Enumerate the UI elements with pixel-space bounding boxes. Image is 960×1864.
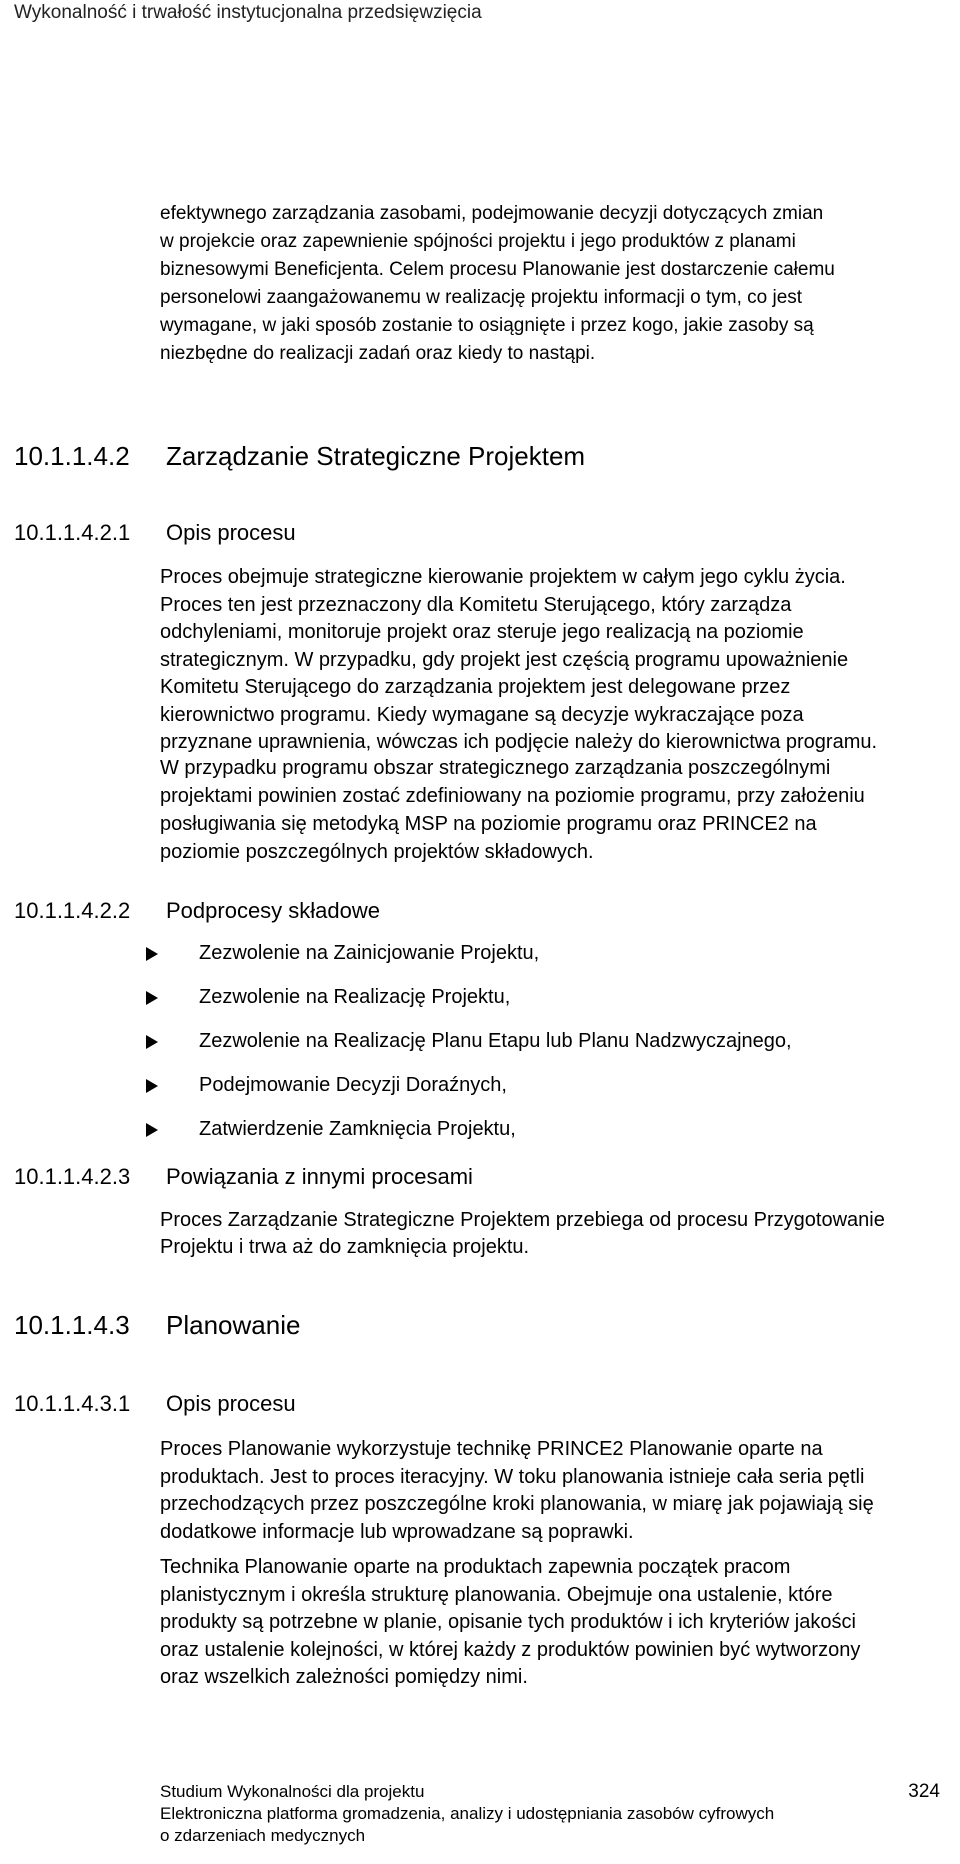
subsection-number: 10.1.1.4.2.1 xyxy=(14,520,131,545)
text-line: dodatkowe informacje lub wprowadzane są poprawki. xyxy=(160,1520,634,1543)
subsection-title: Opis procesu xyxy=(166,1391,296,1416)
list-item: Podejmowanie Decyzji Doraźnych, xyxy=(146,1071,792,1115)
triangle-bullet-icon xyxy=(146,947,158,961)
planning-description-paragraph-2 xyxy=(160,1554,860,1692)
text-line: personelowi zaangażowanemu w realizację projektu informacji o tym, co jest xyxy=(160,287,803,308)
text-line: Proces ten jest przeznaczony dla Komitetu Sterującego, który zarządza xyxy=(160,593,792,616)
text-line: Projektu i trwa aż do zamknięcia projektu. xyxy=(160,1236,530,1258)
text-line: oraz wszelkich zależności pomiędzy nimi. xyxy=(160,1666,528,1688)
footer-line: o zdarzeniach medycznych xyxy=(160,1826,366,1845)
list-item: Zatwierdzenie Zamknięcia Projektu, xyxy=(146,1115,792,1159)
text-line: Proces obejmuje strategiczne kierowanie projektem w całym jego cyklu życia. xyxy=(160,566,846,588)
intro-paragraph xyxy=(160,200,835,368)
text-line: oraz ustalenie kolejności, w której każdy z produktów powinien być wytworzony xyxy=(160,1638,861,1661)
text-line: przechodzących przez poszczególne kroki planowania, w miarę jak pojawiają się xyxy=(160,1493,874,1515)
text-line: strategicznym. W przypadku, gdy projekt jest częścią programu upoważnienie xyxy=(160,648,849,671)
text-line: W przypadku programu obszar strategicznego zarządzania poszczególnymi xyxy=(160,757,831,779)
section-title: Planowanie xyxy=(166,1310,301,1340)
text-line: przyznane uprawnienia, wówczas ich podjęcie należy do kierownictwa programu. xyxy=(160,731,878,753)
relations-paragraph xyxy=(160,1207,885,1261)
text-line: kierownictwo programu. Kiedy wymagane są decyzje wykraczające poza xyxy=(160,703,804,726)
text-line: posługiwania się metodyką MSP na poziomie programu oraz PRINCE2 na xyxy=(160,813,817,835)
subsection-title: Podprocesy składowe xyxy=(166,898,381,923)
subsection-number: 10.1.1.4.2.3 xyxy=(14,1164,131,1189)
text-line: produkty są potrzebne w planie, opisanie tych produktów i ich kryteriów jakości xyxy=(160,1611,856,1633)
text-line: wymagane, w jaki sposób zostanie to osiągnięte i przez kogo, jakie zasoby są xyxy=(160,315,814,336)
subprocesses-list xyxy=(146,939,792,1159)
subsection-number: 10.1.1.4.3.1 xyxy=(14,1391,131,1416)
text-line: biznesowymi Beneficjenta. Celem procesu Planowanie jest dostarczenie całemu xyxy=(160,259,835,280)
text-line: projektami powinien zostać zdefiniowany na poziomie programu, przy założeniu xyxy=(160,785,865,807)
list-item: Zezwolenie na Realizację Projektu, xyxy=(146,983,792,1027)
strategic-description-paragraph-2 xyxy=(160,754,865,866)
page-number: 324 xyxy=(908,1781,940,1802)
triangle-bullet-icon xyxy=(146,991,158,1005)
strategic-description-paragraph-1 xyxy=(160,564,877,757)
text-line: poziomie poszczególnych projektów składowych. xyxy=(160,841,594,863)
text-line: Proces Planowanie wykorzystuje technikę PRINCE2 Planowanie oparte na xyxy=(160,1438,823,1460)
text-line: w projekcie oraz zapewnienie spójności projektu i jego produktów z planami xyxy=(160,231,796,252)
triangle-bullet-icon xyxy=(146,1123,158,1137)
section-title: Zarządzanie Strategiczne Projektem xyxy=(166,441,586,471)
text-line: odchyleniami, monitoruje projekt oraz steruje jego realizacją na poziomie xyxy=(160,621,804,643)
text-line: Technika Planowanie oparte na produktach zapewnia początek pracom xyxy=(160,1556,791,1578)
text-line: Komitetu Sterującego do zarządzania projektem jest delegowane przez xyxy=(160,676,791,698)
planning-description-paragraph-1 xyxy=(160,1436,874,1546)
subsection-number: 10.1.1.4.2.2 xyxy=(14,898,131,923)
section-number: 10.1.1.4.2 xyxy=(14,441,130,471)
footer-line: Elektroniczna platforma gromadzenia, analizy i udostępniania zasobów cyfrowych xyxy=(160,1804,775,1823)
text-line: produktach. Jest to proces iteracyjny. W toku planowania istnieje cała seria pętli xyxy=(160,1465,865,1488)
subsection-title: Powiązania z innymi procesami xyxy=(166,1164,473,1189)
text-line: Proces Zarządzanie Strategiczne Projektem przebiega od procesu Przygotowanie xyxy=(160,1209,885,1231)
subsection-title: Opis procesu xyxy=(166,520,296,545)
triangle-bullet-icon xyxy=(146,1079,158,1093)
list-item: Zezwolenie na Zainicjowanie Projektu, xyxy=(146,939,792,983)
text-line: planistycznym i określa strukturę planowania. Obejmuje ona ustalenie, które xyxy=(160,1583,833,1606)
list-item: Zezwolenie na Realizację Planu Etapu lub Planu Nadzwyczajnego, xyxy=(146,1027,792,1071)
page-footer xyxy=(160,1781,774,1847)
text-line: niezbędne do realizacji zadań oraz kiedy to nastąpi. xyxy=(160,343,596,364)
triangle-bullet-icon xyxy=(146,1035,158,1049)
page-header: Wykonalność i trwałość instytucjonalna przedsięwzięcia xyxy=(14,2,482,23)
text-line: efektywnego zarządzania zasobami, podejmowanie decyzji dotyczących zmian xyxy=(160,203,824,224)
footer-line: Studium Wykonalności dla projektu xyxy=(160,1782,425,1801)
section-number: 10.1.1.4.3 xyxy=(14,1310,130,1340)
